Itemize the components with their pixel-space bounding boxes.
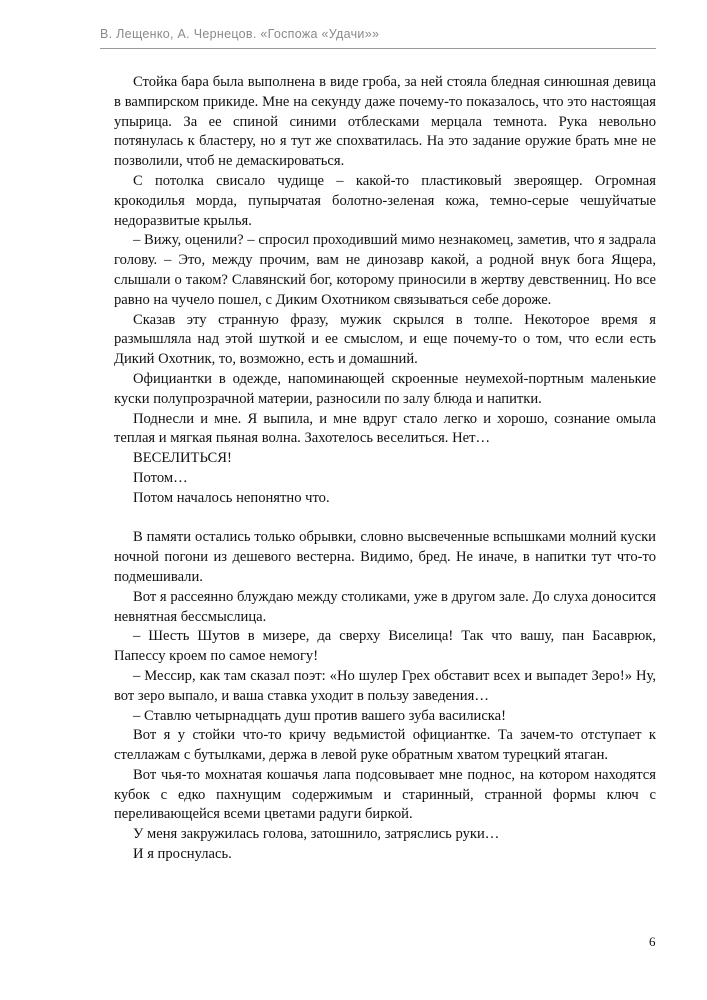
paragraph: Поднесли и мне. Я выпила, и мне вдруг стало легко и хорошо, сознание омыла теплая и мягкая пьяная волна. Захотелось веселиться. Нет…	[114, 410, 656, 447]
header-divider	[100, 48, 656, 49]
paragraph: С потолка свисало чудище – какой-то пластиковый звероящер. Огромная крокодилья морда, пупырчатая болотно-зеленая кожа, темно-серые чешуйчатые недоразвитые крылья.	[114, 172, 656, 229]
page-number: 6	[649, 934, 656, 949]
main-text	[114, 73, 656, 865]
paragraph: Стойка бара была выполнена в виде гроба, за ней стояла бледная синюшная девица в вампирском прикиде. Мне на секунду даже почему-то показалось, что это настоящая упырица. За ее спиной синими отблесками мерцала темнота. Рука невольно потянулась к бластеру, но я тут же спохватилась. На это задание оружие брать мне не позволили, чтоб не демаскироваться.	[114, 74, 656, 170]
paragraph: – Шесть Шутов в мизере, да сверху Виселица! Так что вашу, пан Басаврюк, Папессу кроем по самое немогу!	[114, 628, 656, 665]
running-header: В. Лещенко, А. Чернецов. «Госпожа «Удачи»»	[100, 27, 380, 41]
paragraph: У меня закружилась голова, затошнило, затряслись руки…	[133, 826, 500, 843]
paragraph: ВЕСЕЛИТЬСЯ!	[133, 450, 232, 467]
paragraph: Потом началось непонятно что.	[133, 489, 330, 506]
paragraph: Вот чья-то мохнатая кошачья лапа подсовывает мне поднос, на котором находятся кубок с едко пахнущим содержимым и старинный, странной формы ключ с переливающейся всеми цветами радуги биркой.	[114, 766, 656, 823]
paragraph: И я проснулась.	[133, 846, 232, 863]
paragraph: Потом…	[133, 469, 188, 486]
paragraph: Официантки в одежде, напоминающей скроенные неумехой-портным маленькие куски полупрозрачной материи, разносили по залу блюда и напитки.	[114, 370, 656, 407]
paragraph: – Вижу, оценили? – спросил проходивший мимо незнакомец, заметив, что я задрала голову. – Это, между прочим, вам не динозавр какой, а родной внук бога Ящера, слышали о таком? Славянский бог, которому приносили в жертву девственниц. Но все равно на чучело пошел, с Диким Охотником связываться себе дороже.	[114, 232, 656, 308]
paragraph: Вот я рассеянно блуждаю между столиками, уже в другом зале. До слуха доносится невнятная бессмыслица.	[114, 588, 656, 625]
paragraph: – Мессир, как там сказал поэт: «Но шулер Грех обставит всех и выпадет Зеро!» Ну, вот зеро выпало, и ваша ставка уходит в пользу заведения…	[114, 667, 656, 704]
paragraph: Сказав эту странную фразу, мужик скрылся в толпе. Некоторое время я размышляла над этой шуткой и ее смыслом, и еще почему-то о том, что если есть Дикий Охотник, то, возможно, есть и домашний.	[114, 311, 656, 368]
paragraph: В памяти остались только обрывки, словно высвеченные вспышками молний куски ночной погони из дешевого вестерна. Видимо, бред. Не иначе, в напитки тут что-то подмешивали.	[114, 529, 656, 585]
paragraph: Вот я у стойки что-то кричу ведьмистой официантке. Та зачем-то отступает к стеллажам с бутылками, держа в левой руке обратным хватом турецкий ятаган.	[114, 727, 656, 764]
section-break	[114, 509, 656, 529]
paragraph: – Ставлю четырнадцать душ против вашего зуба василиска!	[133, 707, 507, 724]
